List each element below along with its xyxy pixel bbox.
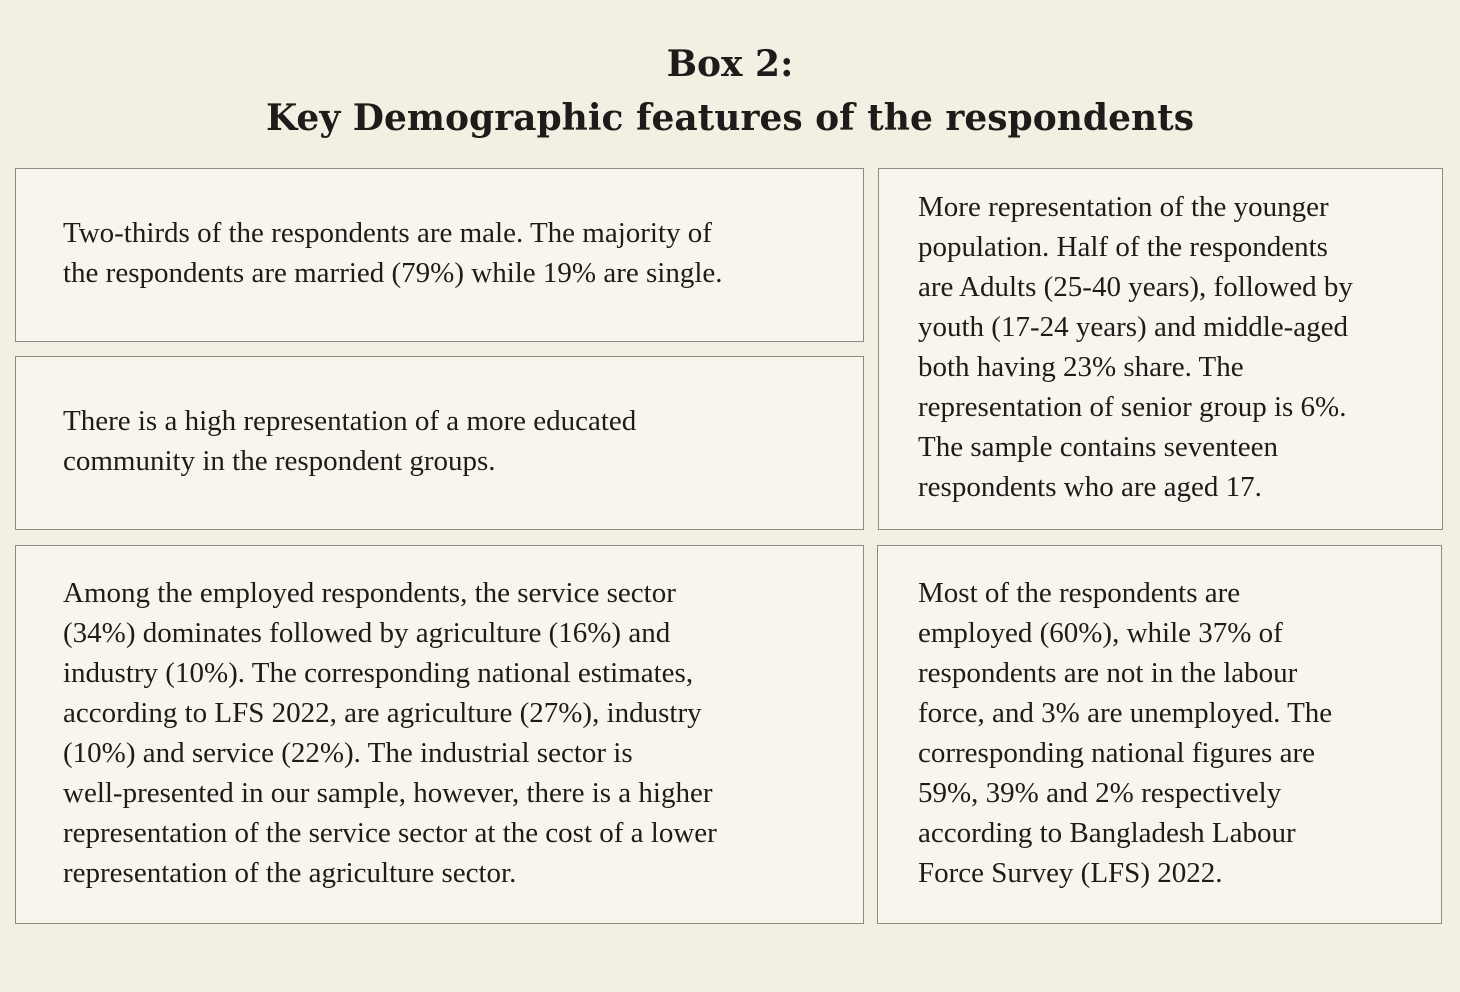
employment-status-text (918, 573, 1438, 893)
box-label: Box 2: (666, 43, 794, 85)
text-line: (34%) dominates followed by agriculture (16%) and (63, 617, 671, 649)
text-line: youth (17-24 years) and middle-aged (918, 311, 1349, 343)
employment-sector-text (63, 573, 843, 893)
text-line: representation of the agriculture sector. (63, 857, 517, 889)
text-line: Two-thirds of the respondents are male. The majority of (63, 217, 712, 249)
text-line: More representation of the younger (918, 191, 1329, 223)
text-line: 59%, 39% and 2% respectively (918, 777, 1282, 809)
employment-status-box (877, 545, 1442, 924)
text-line: are Adults (25-40 years), followed by (918, 271, 1353, 303)
text-line: according to Bangladesh Labour (918, 817, 1296, 849)
text-line: There is a high representation of a more educated (63, 405, 637, 437)
text-line: Among the employed respondents, the service sector (63, 577, 676, 609)
text-line: employed (60%), while 37% of (918, 617, 1283, 649)
page-title: Key Demographic features of the respondents (265, 97, 1195, 139)
education-text (63, 401, 843, 481)
marital-status-box (15, 168, 864, 342)
text-line: Force Survey (LFS) 2022. (918, 857, 1223, 889)
text-line: respondents are not in the labour (918, 657, 1298, 689)
age-distribution-box (878, 168, 1443, 530)
education-box (15, 356, 864, 530)
text-line: according to LFS 2022, are agriculture (27%), industry (63, 697, 702, 729)
text-line: Most of the respondents are (918, 577, 1241, 609)
age-distribution-text (918, 187, 1438, 507)
text-line: The sample contains seventeen (918, 431, 1278, 463)
text-line: (10%) and service (22%). The industrial sector is (63, 737, 633, 769)
text-line: industry (10%). The corresponding national estimates, (63, 657, 694, 689)
marital-status-text (63, 213, 843, 293)
text-line: both having 23% share. The (918, 351, 1244, 383)
text-line: community in the respondent groups. (63, 445, 496, 477)
text-line: representation of the service sector at the cost of a lower (63, 817, 717, 849)
text-line: corresponding national figures are (918, 737, 1315, 769)
text-line: population. Half of the respondents (918, 231, 1328, 263)
employment-sector-box (15, 545, 864, 924)
text-line: the respondents are married (79%) while 19% are single. (63, 257, 723, 289)
text-line: respondents who are aged 17. (918, 471, 1262, 503)
text-line: well-presented in our sample, however, there is a higher (63, 777, 713, 809)
text-line: force, and 3% are unemployed. The (918, 697, 1333, 729)
text-line: representation of senior group is 6%. (918, 391, 1347, 423)
